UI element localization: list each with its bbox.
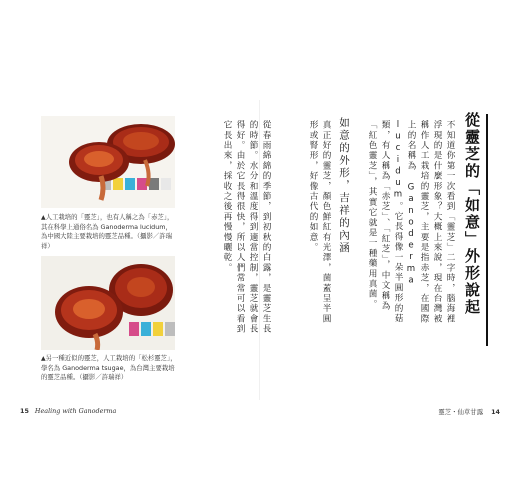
- right-body-text-2: 真正好的靈芝，顏色鮮紅有光澤，菌蓋呈半圓形或腎形，好像古代的如意。: [308, 120, 331, 324]
- left-body-text: 從春雨綿綿的季節，到初秋的白露，是靈芝生長的時節。水分和溫度得到適當控制，靈芝就會長得好。由於它長得很快，所以人們常常可以看到它長出來，採收之後再慢慢曬乾。: [222, 120, 271, 335]
- left-running-head: Healing with Ganoderma: [34, 407, 117, 415]
- reishi-photo-2: [41, 256, 175, 350]
- chapter-title-block: [456, 112, 496, 352]
- caption-text: 另一種近似的靈芝，人工栽培的「松杉靈芝」，學名為 Ganoderma tsugae，為台灣主要栽培的靈芝品種。（攝影／許瑞祥）: [41, 354, 177, 381]
- right-page-number: 14: [491, 408, 500, 416]
- chapter-title: 從靈芝的「如意」外形說起: [463, 112, 481, 316]
- caption-marker: ▲: [41, 214, 46, 221]
- caption-text: 人工栽培的「靈芝」，也有人稱之為「赤芝」，其在科學上通俗名為 Ganoderma lucidum，為中國大陸主要栽培的靈芝品種。（攝影／許瑞祥）: [41, 213, 174, 250]
- reishi-photo-1: [41, 116, 175, 208]
- right-body-text-1: 不知道你第一次看到「靈芝」二字時，腦海裡浮現的是什麼形象？大概上來說，現在台灣被稱作人工栽培的靈芝，主要是指赤芝，在國際上的名稱為 Ganoderma lucidum。它長得像一朵半圓形的菇類，有人稱為「赤芝」、「紅芝」，中文稱為「紅色靈芝」，其實它就是一種藥用真菌。: [367, 120, 455, 324]
- right-page-footer: [438, 407, 500, 416]
- section-subheading: 如意的外形，吉祥的內涵: [338, 117, 350, 255]
- right-running-head: 靈芝・仙草甘露: [438, 408, 484, 416]
- photo-caption-2: [41, 354, 177, 383]
- title-rule: [486, 114, 488, 346]
- caption-marker: ▲: [41, 355, 46, 362]
- photo-caption-1: [41, 213, 177, 251]
- left-page-footer: [20, 407, 116, 415]
- left-page-number: 15: [20, 407, 29, 415]
